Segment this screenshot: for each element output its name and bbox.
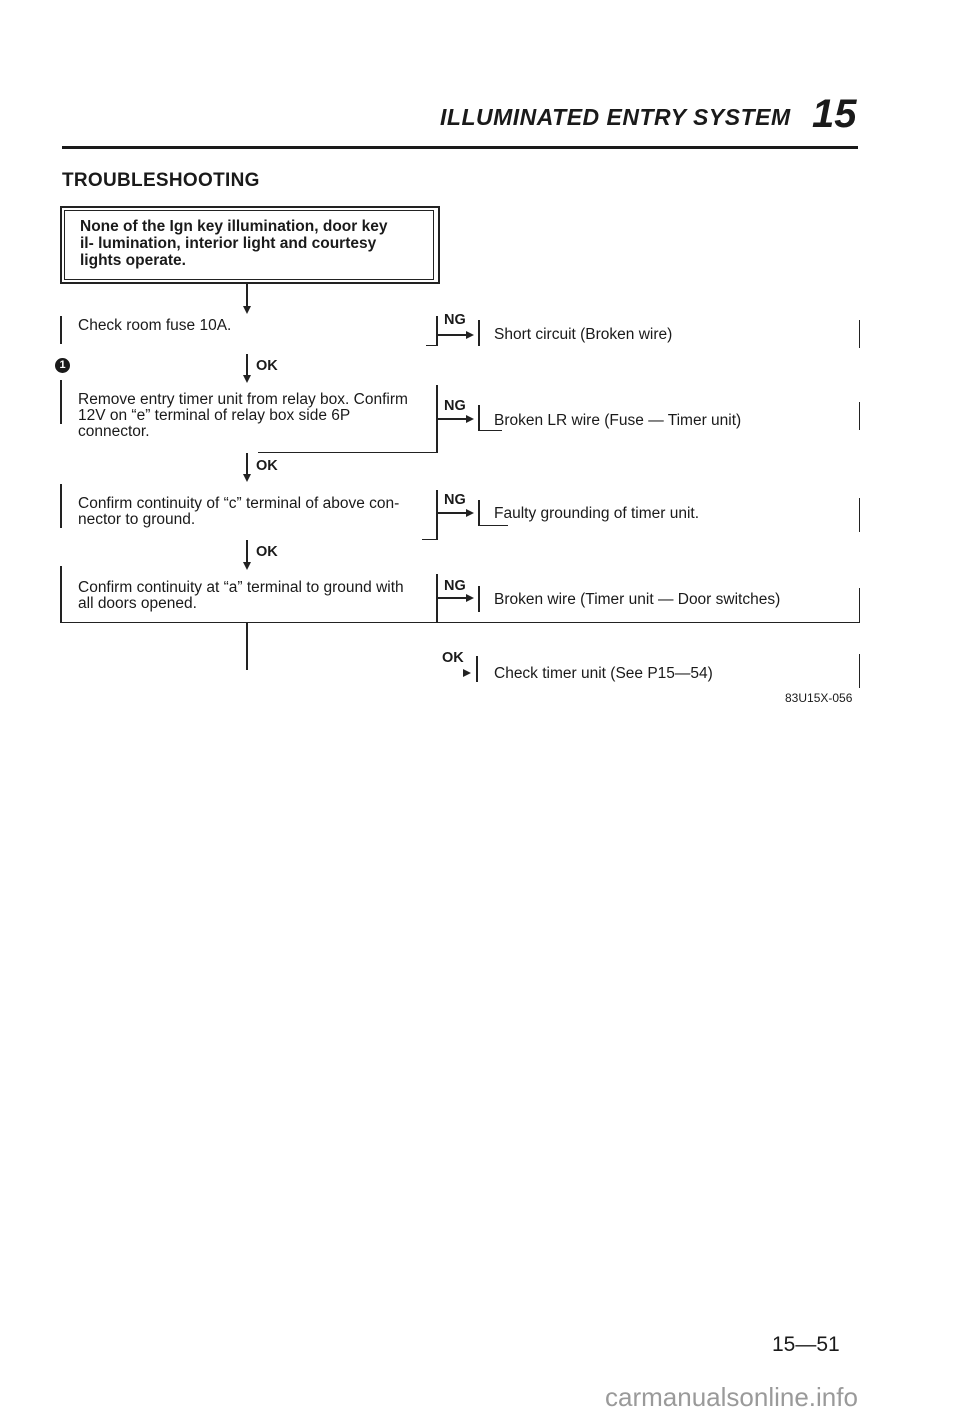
ng-line [436,597,470,599]
arrow-right-icon [466,594,474,602]
result-bracket [859,320,860,348]
header-rule [62,146,858,149]
page-number: 15—51 [772,1333,840,1356]
ng-result-2: Broken LR wire (Fuse — Timer unit) [494,412,742,429]
ng-label: NG [444,312,466,328]
ng-result-1: Short circuit (Broken wire) [494,326,673,343]
ng-line [422,539,438,540]
arrow-down-icon [243,306,251,314]
final-result: Check timer unit (See P15—54) [494,665,713,682]
step-2-text: Remove entry timer unit from relay box. Confirm 12V on “e” terminal of relay box side 6P connector. [78,391,408,440]
ok-label: OK [256,358,278,374]
symptom-text: None of the Ign key illumination, door key il- lumination, interior light and courtesy lights operate. [80,218,388,269]
arrow-down-icon [243,375,251,383]
flow-line [246,622,248,670]
ng-line [436,490,438,540]
arrow-right-icon [463,669,471,677]
ng-line [436,512,470,514]
flow-line [246,284,248,308]
result-bracket [478,586,480,612]
flow-line [246,453,248,475]
figure-code: 83U15X-056 [785,691,853,705]
arrow-right-icon [466,415,474,423]
section-number: 15 [812,92,857,136]
step-marker: 1 [55,358,70,373]
step-1-text: Check room fuse 10A. [78,317,232,334]
arrow-down-icon [243,474,251,482]
ng-line [436,334,470,336]
ng-result-4: Broken wire (Timer unit — Door switches) [494,591,781,608]
result-bracket [478,525,508,526]
step-underline [258,452,438,453]
step-3-text: Confirm continuity of “c” terminal of above con- nector to ground. [78,495,400,528]
arrow-right-icon [466,331,474,339]
step-underline [60,622,860,623]
ok-label: OK [442,650,464,666]
flow-line [246,354,248,376]
step-bracket [60,380,62,424]
result-bracket [478,500,480,526]
result-bracket [478,320,480,346]
step-4-text: Confirm continuity at “a” terminal to ground with all doors opened. [78,579,404,612]
step-bracket [60,484,62,528]
result-bracket [859,402,860,430]
result-bracket [859,498,860,532]
watermark: carmanualsonline.info [605,1382,858,1412]
ng-label: NG [444,398,466,414]
ok-label: OK [256,544,278,560]
flow-line [246,540,248,564]
ng-line [436,418,470,420]
arrow-down-icon [243,562,251,570]
step-bracket [60,316,62,344]
ng-label: NG [444,492,466,508]
page-header-title: ILLUMINATED ENTRY SYSTEM [440,104,791,130]
step-bracket [60,566,62,622]
result-bracket [859,588,860,622]
result-bracket [478,430,502,431]
arrow-right-icon [466,509,474,517]
ng-label: NG [444,578,466,594]
ng-result-3: Faulty grounding of timer unit. [494,505,700,522]
section-title: TROUBLESHOOTING [62,170,260,191]
result-bracket [478,405,480,431]
result-bracket [476,656,478,682]
result-bracket [859,654,860,688]
ng-line [436,316,438,346]
ok-label: OK [256,458,278,474]
